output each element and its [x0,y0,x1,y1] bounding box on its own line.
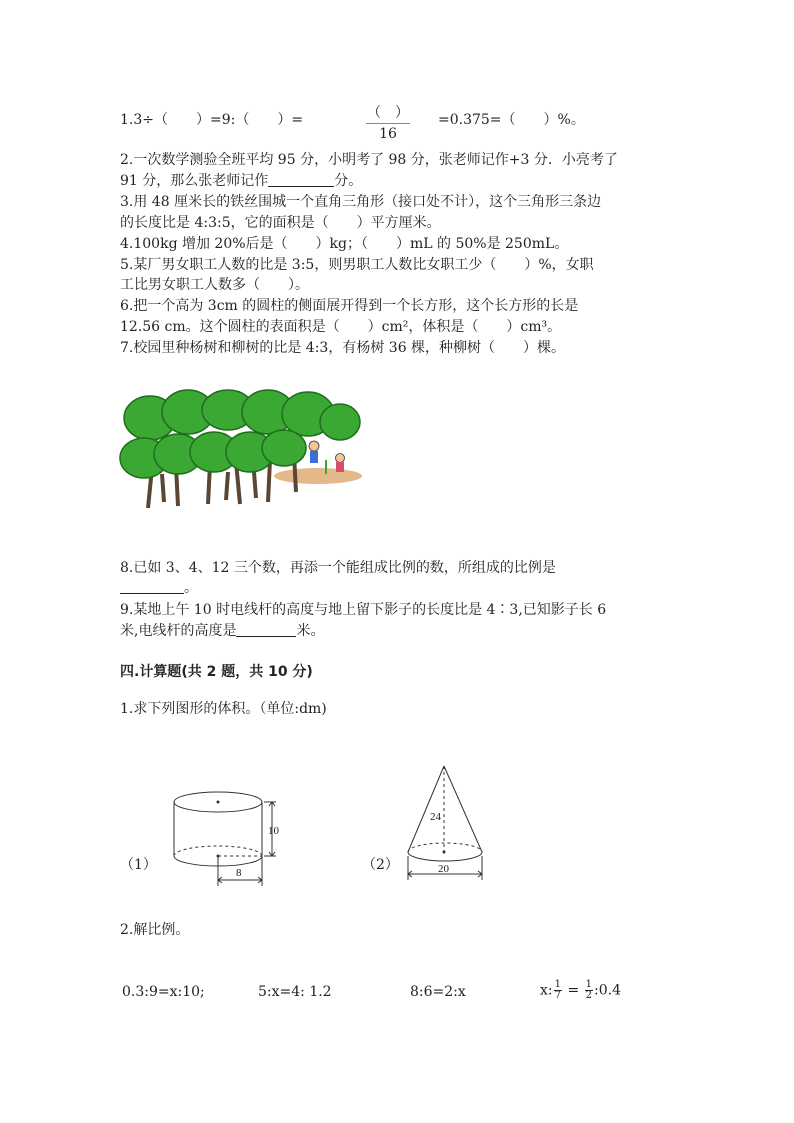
q1-text-b: =0.375=（ ）%。 [438,112,585,128]
figure-1-label: （1） [120,857,157,873]
q1-text-a: 1.3÷（ ）=9:（ ）= [120,112,304,128]
eq4-fraction-2 [585,980,593,1001]
eq4-x: x: [540,982,553,999]
question-9-line-1: 9.某地上午 10 时电线杆的高度与地上留下影子的长度比是 4∶3,已知影子长 6 [120,602,607,618]
cylinder-figure [168,786,288,890]
q9-text-b: 米。 [296,623,325,639]
question-1 [120,110,303,130]
q9-text-a: 米,电线杆的高度是 [120,623,237,639]
tree-canopies [120,390,360,478]
q1-fraction [366,104,410,143]
equation-4 [540,980,621,1001]
cylinder-height-label: 10 [268,825,279,837]
q1-fraction-numerator: （ ） [367,105,409,121]
eq4-fraction-2-num: 1 [585,979,593,990]
equation-2: 5:x=4: 1.2 [258,984,332,1000]
question-5-line-2: 工比男女职工人数多（ ）。 [120,277,309,293]
q1-fraction-denominator: 16 [379,126,397,142]
eq4-fraction-2-den: 2 [585,990,593,1001]
fraction-bar [366,123,410,124]
q8-text-b: 。 [184,580,198,596]
question-5-line-1: 5.某厂男女职工人数的比是 3:5，则男职工人数比女职工少（ ）%，女职 [120,257,594,273]
cone-diameter-label: 20 [438,863,449,875]
cone-height-label: 24 [430,811,441,823]
question-6-line-2: 12.56 cm。这个圆柱的表面积是（ ）cm²，体积是（ ）cm³。 [120,319,562,335]
cylinder-radius-label: 8 [236,867,242,879]
ground-patch [274,468,362,484]
answer-blank[interactable] [268,172,334,187]
question-8-line-1: 8.已如 3、4、12 三个数，再添一个能组成比例的数，所组成的比例是 [120,560,556,576]
eq4-equals: = [563,982,584,999]
figure-2-label: （2） [362,857,399,873]
eq4-tail: :0.4 [594,982,621,999]
question-4: 4.100kg 增加 20%后是（ ）kg；（ ）mL 的 50%是 250mL。 [120,236,569,252]
question-8-line-2 [120,578,198,598]
trees-illustration [118,388,362,512]
cone-figure [402,762,488,882]
question-6-line-1: 6.把一个高为 3cm 的圆柱的侧面展开得到一个长方形，这个长方形的长是 [120,298,579,314]
calc-2-prompt: 2.解比例。 [120,922,190,938]
answer-blank[interactable] [236,622,296,637]
calc-1-prompt: 1.求下列图形的体积。（单位:dm) [120,701,327,717]
eq4-fraction-1 [554,980,562,1001]
equation-3: 8:6=2:x [410,984,466,1000]
question-2-line-2 [120,171,362,191]
question-9-line-2 [120,621,324,641]
question-3-line-1: 3.用 48 厘米长的铁丝围城一个直角三角形（接口处不计），这个三角形三条边 [120,194,602,210]
question-7: 7.校园里种杨树和柳树的比是 4:3，有杨树 36 棵，种柳树（ ）棵。 [120,340,566,356]
eq4-fraction-1-num: 1 [554,979,561,990]
eq4-fraction-1-den: 7 [554,990,561,1001]
q1-text-b-line [438,110,585,130]
q2-text-b: 分。 [334,173,363,189]
question-2-line-1: 2.一次数学测验全班平均 95 分，小明考了 98 分，张老师记作+3 分．小亮考了 [120,152,618,168]
section-heading: 四.计算题(共 2 题，共 10 分) [120,664,313,680]
answer-blank[interactable] [120,579,184,594]
q2-text-a: 91 分，那么张老师记作 [120,173,269,189]
question-3-line-2: 的长度比是 4:3:5，它的面积是（ ）平方厘米。 [120,215,441,231]
equation-1: 0.3:9=x:10; [122,984,205,1000]
